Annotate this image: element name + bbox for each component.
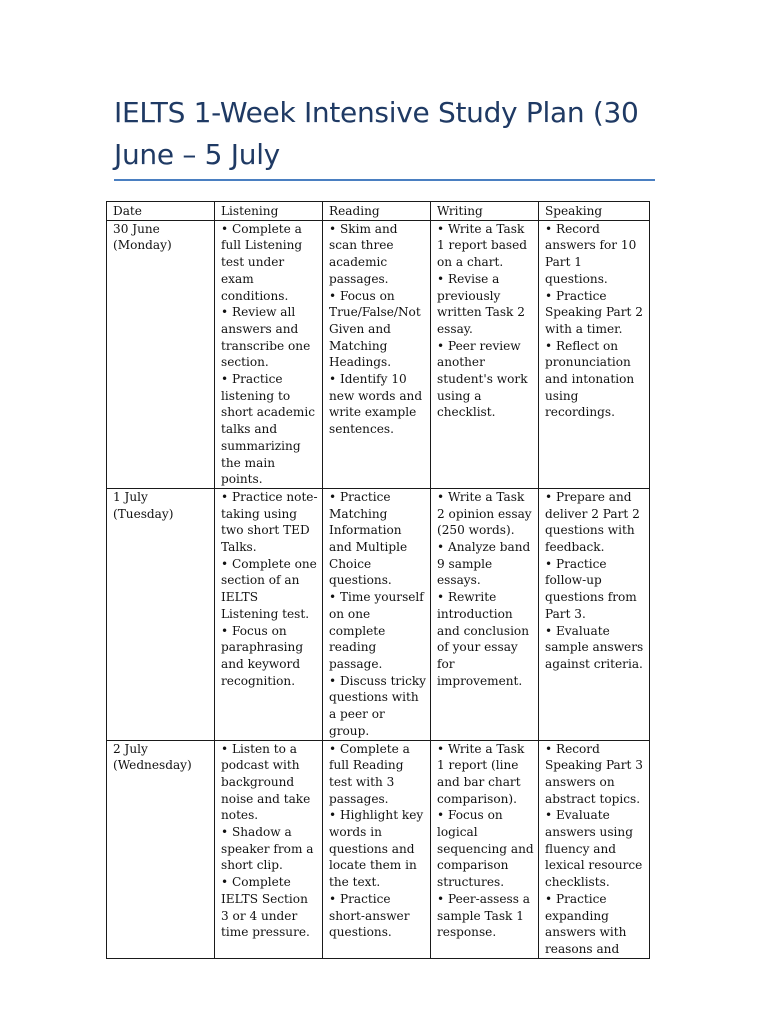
date-text: 2 July bbox=[113, 741, 148, 756]
listening-item: • Complete one section of an IELTS Listening test. bbox=[221, 556, 317, 621]
listening-item: • Shadow a speaker from a short clip. bbox=[221, 825, 314, 873]
reading-item: • Discuss tricky questions with a peer or group. bbox=[329, 673, 427, 738]
title-divider bbox=[114, 179, 655, 181]
listening-item: • Focus on paraphrasing and keyword recognition. bbox=[221, 623, 304, 688]
header-reading: Reading bbox=[323, 202, 431, 221]
writing-cell bbox=[431, 488, 539, 740]
speaking-item: • Practice Speaking Part 2 with a timer. bbox=[545, 288, 643, 336]
reading-item: • Skim and scan three academic passages. bbox=[329, 221, 398, 286]
header-date: Date bbox=[107, 202, 215, 221]
listening-item: • Complete IELTS Section 3 or 4 under time pressure. bbox=[221, 875, 310, 940]
table-row bbox=[107, 220, 650, 488]
listening-item: • Practice listening to short academic talks and summarizing the main points. bbox=[221, 372, 315, 487]
date-text: 1 July bbox=[113, 489, 148, 504]
listening-item: • Review all answers and transcribe one section. bbox=[221, 305, 311, 370]
listening-item: • Listen to a podcast with background noise and take notes. bbox=[221, 741, 311, 823]
reading-item: • Focus on True/False/Not Given and Matching Headings. bbox=[329, 288, 421, 370]
reading-cell bbox=[323, 220, 431, 488]
study-plan-table bbox=[106, 201, 650, 959]
speaking-item: • Practice expanding answers with reasons and bbox=[545, 891, 627, 956]
reading-item: • Identify 10 new words and write example sentences. bbox=[329, 372, 423, 437]
date-cell bbox=[107, 220, 215, 488]
writing-item: • Revise a previously written Task 2 essay. bbox=[437, 271, 525, 336]
table-header-row bbox=[107, 202, 650, 221]
header-speaking: Speaking bbox=[539, 202, 650, 221]
reading-item: • Practice Matching Information and Multiple Choice questions. bbox=[329, 489, 408, 588]
speaking-cell bbox=[539, 220, 650, 488]
speaking-cell bbox=[539, 740, 650, 958]
date-cell bbox=[107, 488, 215, 740]
listening-cell bbox=[215, 740, 323, 958]
header-writing: Writing bbox=[431, 202, 539, 221]
speaking-item: • Reflect on pronunciation and intonation using recordings. bbox=[545, 338, 635, 420]
writing-item: • Peer review another student's work using a checklist. bbox=[437, 338, 528, 420]
reading-cell bbox=[323, 740, 431, 958]
writing-item: • Write a Task 1 report (line and bar chart comparison). bbox=[437, 741, 525, 806]
weekday-text: (Monday) bbox=[113, 238, 172, 253]
reading-item: • Complete a full Reading test with 3 passages. bbox=[329, 741, 410, 806]
listening-item: • Complete a full Listening test under exam conditions. bbox=[221, 221, 303, 303]
writing-item: • Analyze band 9 sample essays. bbox=[437, 540, 531, 588]
writing-item: • Focus on logical sequencing and comparison structures. bbox=[437, 808, 534, 890]
listening-item: • Practice note-taking using two short TED Talks. bbox=[221, 489, 318, 555]
weekday-text: (Wednesday) bbox=[113, 758, 192, 773]
date-text: 30 June bbox=[113, 221, 160, 236]
weekday-text: (Tuesday) bbox=[113, 506, 174, 521]
writing-cell bbox=[431, 740, 539, 958]
reading-item: • Practice short-answer questions. bbox=[329, 891, 410, 940]
listening-cell bbox=[215, 488, 323, 740]
table-row bbox=[107, 488, 650, 740]
writing-item: • Peer-assess a sample Task 1 response. bbox=[437, 891, 530, 940]
speaking-item: • Practice follow-up questions from Part 3. bbox=[545, 556, 637, 621]
reading-cell bbox=[323, 488, 431, 740]
speaking-item: • Evaluate answers using fluency and lexical resource checklists. bbox=[545, 808, 643, 890]
writing-item: • Write a Task 2 opinion essay (250 words). bbox=[437, 489, 532, 538]
writing-item: • Write a Task 1 report based on a chart. bbox=[437, 221, 528, 270]
writing-item: • Rewrite introduction and conclusion of your essay for improvement. bbox=[437, 590, 530, 688]
reading-item: • Highlight key words in questions and locate them in the text. bbox=[329, 808, 424, 890]
speaking-cell bbox=[539, 488, 650, 740]
table-row bbox=[107, 740, 650, 958]
date-cell bbox=[107, 740, 215, 958]
document-title: IELTS 1-Week Intensive Study Plan (30 June – 5 July bbox=[114, 96, 639, 171]
writing-cell bbox=[431, 220, 539, 488]
speaking-item: • Evaluate sample answers against criteria. bbox=[545, 623, 644, 671]
speaking-item: • Record answers for 10 Part 1 questions. bbox=[545, 221, 637, 286]
reading-item: • Time yourself on one complete reading passage. bbox=[329, 590, 424, 671]
listening-cell bbox=[215, 220, 323, 488]
header-listening: Listening bbox=[215, 202, 323, 221]
speaking-item: • Prepare and deliver 2 Part 2 questions with feedback. bbox=[545, 489, 640, 555]
speaking-item: • Record Speaking Part 3 answers on abstract topics. bbox=[545, 741, 643, 806]
